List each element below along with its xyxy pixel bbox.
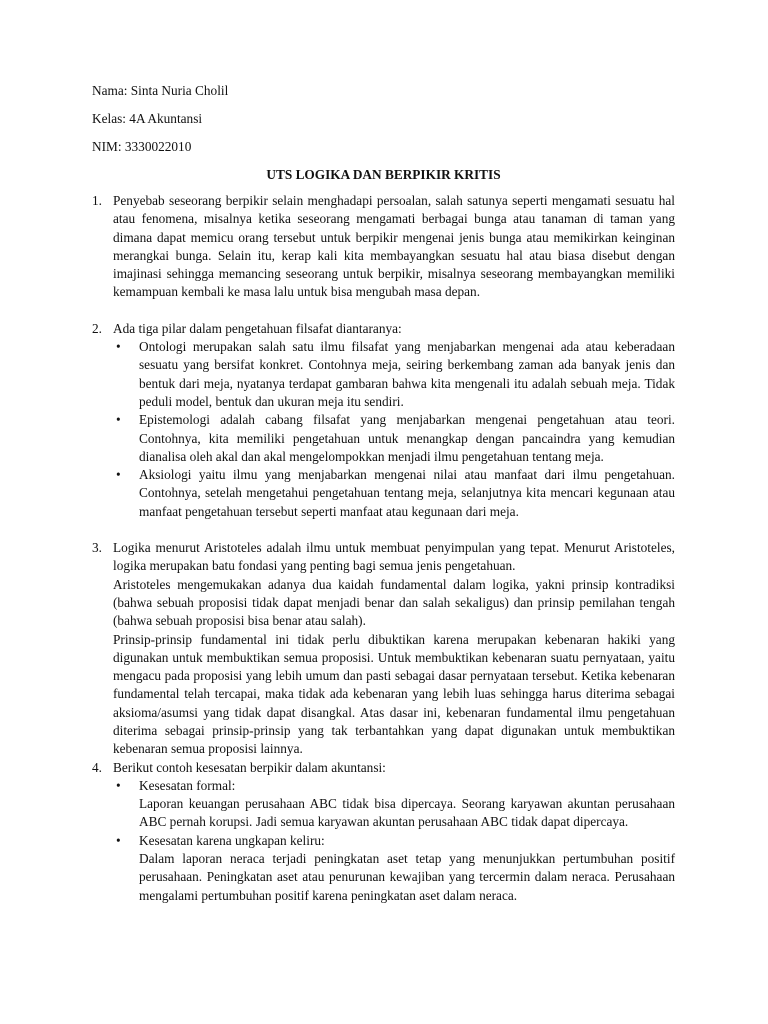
answer-paragraph: Penyebab seseorang berpikir selain menghadapi persoalan, salah satunya seperti mengamati sesuatu hal atau fenomena, misalnya ketika seseorang mengamati berbagai bunga atau tanaman di taman yang dimana dapat memicu orang tersebut untuk berpikir mengenai jenis bunga atau memikirkan keinginan merangkai bunga. Selain itu, kerap kali kita membayangkan sesuatu hal atau biasa disebut dengan imajinasi sehingga memancing seseorang untuk berpikir, misalnya seseorang membayangkan memiliki kemampuan kembali ke masa lalu untuk bisa mengubah masa depan.	[113, 192, 675, 300]
fallacy-label: Kesesatan formal:	[139, 777, 236, 793]
answer-intro: Berikut contoh kesesatan berpikir dalam akuntansi:	[113, 759, 386, 775]
list-item	[113, 777, 675, 832]
list-item	[113, 466, 675, 521]
answer-intro: Ada tiga pilar dalam pengetahuan filsafat diantaranya:	[113, 320, 402, 336]
list-item	[113, 338, 675, 411]
bullet-icon: •	[116, 339, 121, 355]
answer-paragraph: Aristoteles mengemukakan adanya dua kaidah fundamental dalam logika, yakni prinsip kontradiksi (bahwa sebuah proposisi tidak dapat menjadi benar dan salah sekaligus) dan prinsip pemilahan tengah (bahwa sebuah proposisi bisa benar atau salah).	[113, 576, 675, 629]
question-number: 1.	[92, 192, 102, 208]
question-2	[92, 320, 675, 521]
fallacy-example: Dalam laporan neraca terjadi peningkatan aset tetap yang menunjukkan pertumbuhan positif perusahaan. Peningkatan aset atau penurunan kewajiban yang tercermin dalam neraca. Perusahaan mengalami pertumbuhan positif karena peningkatan aset dalam neraca.	[139, 851, 675, 903]
student-name: Nama: Sinta Nuria Cholil	[92, 83, 229, 98]
student-class: Kelas: 4A Akuntansi	[92, 110, 203, 126]
bullet-icon: •	[116, 412, 121, 428]
list-item	[113, 411, 675, 466]
fallacy-example: Laporan keuangan perusahaan ABC tidak bisa dipercaya. Seorang karyawan akuntan perusahaan ABC pernah korupsi. Jadi semua karyawan akuntan perusahaan ABC tidak dapat dipercaya.	[139, 796, 675, 830]
list-item	[113, 832, 675, 905]
question-3	[92, 539, 675, 759]
bullet-icon: •	[116, 467, 121, 483]
bullet-icon: •	[116, 832, 121, 848]
document-body	[92, 82, 675, 905]
answer-paragraph: Prinsip-prinsip fundamental ini tidak perlu dibuktikan karena merupakan kebenaran hakiki yang digunakan untuk membuktikan semua proposisi. Untuk membuktikan kebenaran suatu pernyataan, yaitu mengacu pada proposisi yang lebih umum dan pasti sebagai dasar pernyataan tersebut. Ketika kebenaran fundamental telah tercapai, maka tidak ada kebenaran yang lebih luas sehingga harus diterima sebagai aksioma/asumsi yang tidak dapat disangkal. Atas dasar ini, kebenaran fundamental ilmu pengetahuan diterima sebagai prinsip-prinsip yang tak terbantahkan yang dapat digunakan untuk membuktikan kebenaran semua proposisi lainnya.	[113, 631, 675, 757]
question-number: 2.	[92, 320, 102, 336]
question-1	[92, 192, 675, 302]
question-number: 3.	[92, 540, 102, 556]
question-4	[92, 759, 675, 905]
answer-paragraph: Logika menurut Aristoteles adalah ilmu untuk membuat penyimpulan yang tepat. Menurut Aristoteles, logika merupakan batu fondasi yang penting bagi semua jenis pengetahuan.	[113, 540, 675, 574]
exam-title: UTS LOGIKA DAN BERPIKIR KRITIS	[266, 166, 501, 182]
fallacy-label: Kesesatan karena ungkapan keliru:	[139, 832, 325, 848]
list-item-text: Aksiologi yaitu ilmu yang menjabarkan mengenai nilai atau manfaat dari ilmu pengetahuan. Contohnya, setelah mengetahui pengetahuan tentang meja, selanjutnya kita mencari kegunaan atau manfaat pengetahuan tersebut seperti manfaat atau kegunaan dari meja.	[139, 467, 675, 519]
bullet-icon: •	[116, 777, 121, 793]
student-nim: NIM: 3330022010	[92, 138, 192, 154]
list-item-text: Epistemologi adalah cabang filsafat yang menjabarkan mengenai pengetahuan atau teori. Contohnya, kita memiliki pengetahuan untuk menangkap dengan pancaindra yang kemudian dianalisa oleh akal dan akal mengelompokkan menjadi ilmu pengetahuan tentang meja.	[139, 412, 675, 464]
question-number: 4.	[92, 759, 102, 775]
list-item-text: Ontologi merupakan salah satu ilmu filsafat yang menjabarkan mengenai ada atau keberadaan sesuatu yang bersifat konkret. Contohnya meja, seiring berkembang zaman ada banyak jenis dan bentuk dari meja, nyatanya terdapat gambaran bahwa kita mengenali itu adalah sebuah meja. Tidak peduli model, bentuk dan ukuran meja itu sendiri.	[139, 339, 675, 409]
